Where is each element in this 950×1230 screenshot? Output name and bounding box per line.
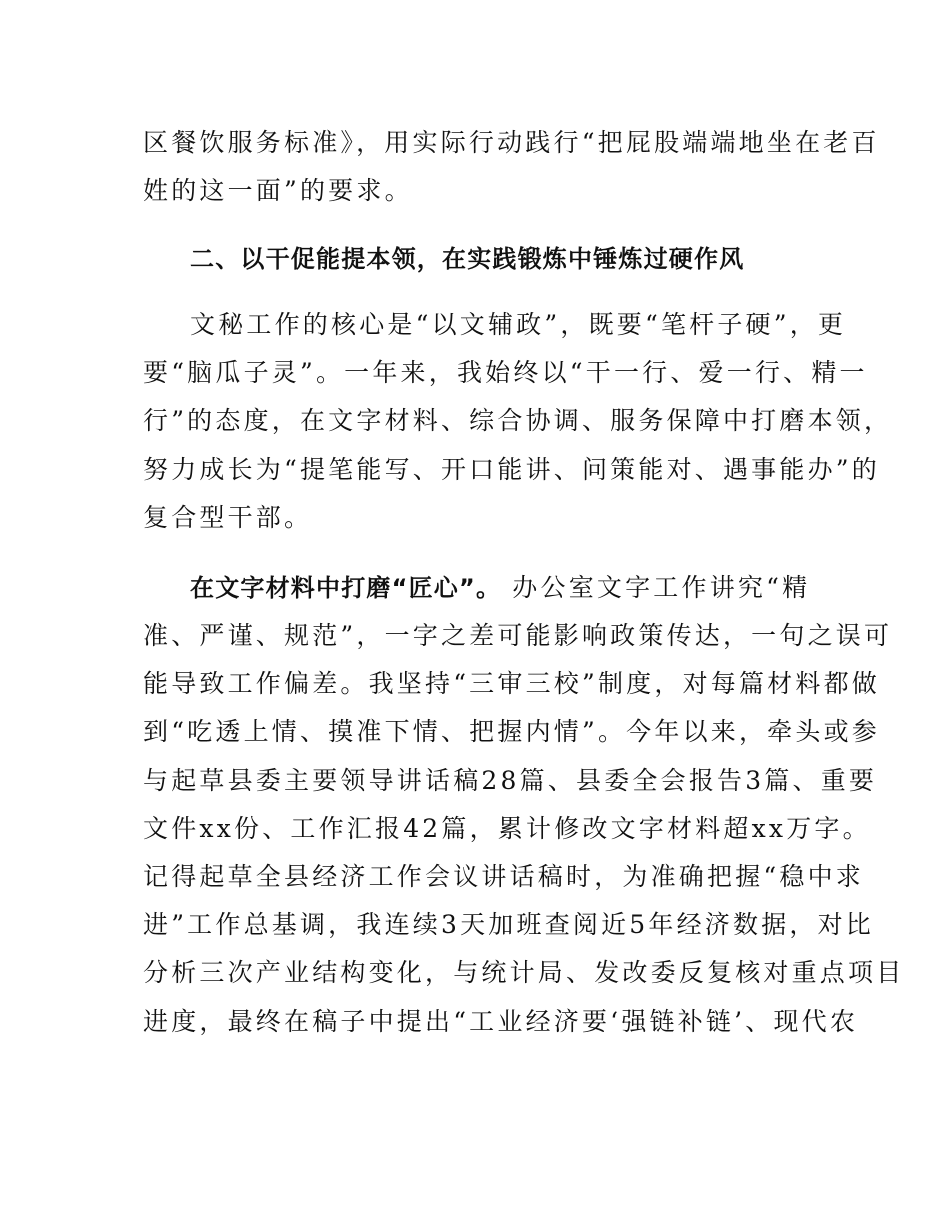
paragraph-line: 与起草县委主要领导讲话稿28篇、县委全会报告3篇、重要 <box>143 766 878 795</box>
paragraph-line: 准、严谨、规范”，一字之差可能影响政策传达，一句之误可 <box>143 621 893 650</box>
paragraph-line: 文秘工作的核心是“以文辅政”，既要“笔杆子硬”，更 <box>190 310 847 339</box>
paragraph-line: 区餐饮服务标准》，用实际行动践行“把屁股端端地坐在老百 <box>143 128 880 157</box>
subsection-lead: 在文字材料中打磨“匠心”。 <box>190 574 502 602</box>
paragraph-line: 复合型干部。 <box>143 503 313 532</box>
paragraph-line: 进度，最终在稿子中提出“工业经济要‘强链补链’、现代农 <box>143 1007 859 1036</box>
paragraph-line: 进”工作总基调，我连续3天加班查阅近5年经济数据，对比 <box>143 910 874 939</box>
paragraph-line: 努力成长为“提笔能写、开口能讲、问策能对、遇事能办”的 <box>143 455 880 484</box>
paragraph-line: 姓的这一面”的要求。 <box>143 176 413 205</box>
paragraph-line: 能导致工作偏差。我坚持“三审三校”制度，对每篇材料都做 <box>143 669 880 698</box>
paragraph-line: 到“吃透上情、摸准下情、把握内情”。今年以来，牵头或参 <box>143 717 880 746</box>
paragraph-line: 文件xx份、工作汇报42篇，累计修改文字材料超xx万字。 <box>143 814 871 843</box>
subsection-first-line-rest: 办公室文字工作讲究“精 <box>501 573 811 602</box>
section-heading: 二、以干促能提本领，在实践锻炼中锤炼过硬作风 <box>190 245 745 273</box>
paragraph-line: 要“脑瓜子灵”。一年来，我始终以“干一行、爱一行、精一 <box>143 358 868 387</box>
subsection-first-line <box>190 573 810 603</box>
paragraph-line: 分析三次产业结构变化，与统计局、发改委反复核对重点项目 <box>143 958 905 987</box>
paragraph-line: 行”的态度，在文字材料、综合协调、服务保障中打磨本领， <box>143 406 893 435</box>
paragraph-line: 记得起草全县经济工作会议讲话稿时，为准确把握“稳中求 <box>143 862 864 891</box>
